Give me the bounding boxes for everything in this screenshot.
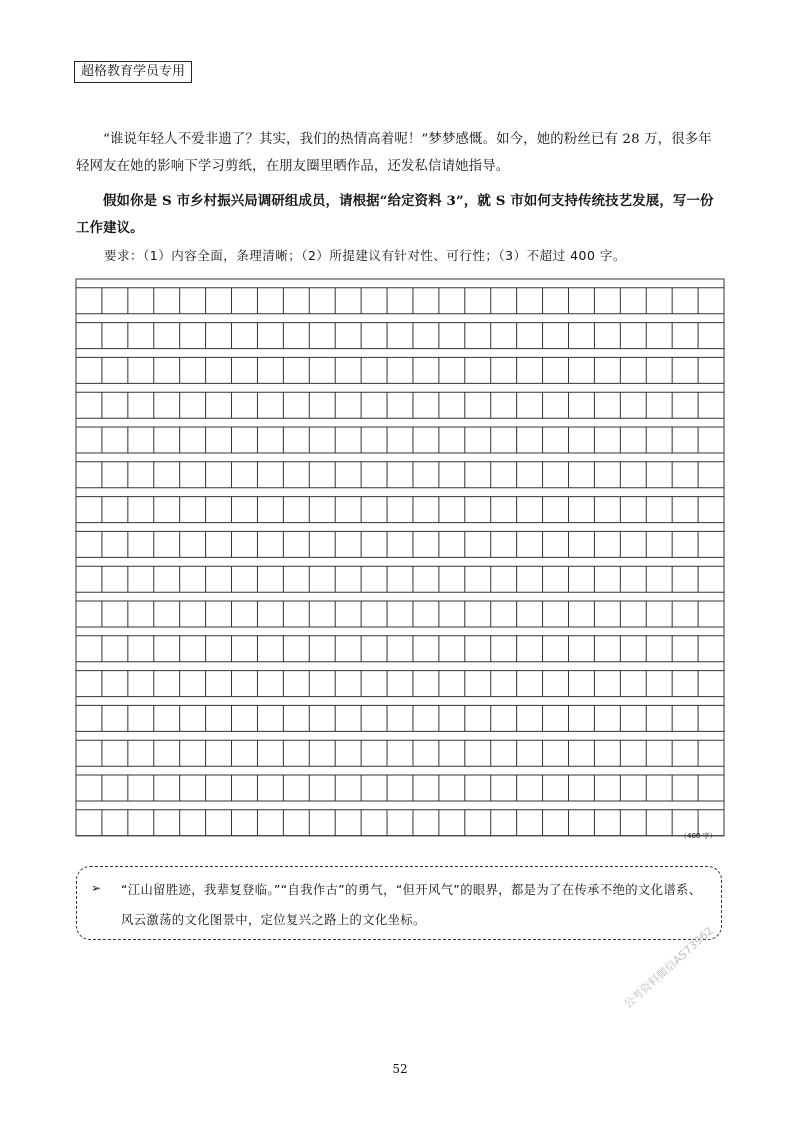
page-number: 52	[392, 1062, 408, 1076]
grid-row	[76, 740, 724, 766]
grid-row	[76, 531, 724, 557]
grid-row	[76, 497, 724, 523]
grid-row	[76, 427, 724, 453]
passage-paragraph: “谁说年轻人不爱非遗了？其实，我们的热情高着呢！”梦梦感慨。如今，她的粉丝已有 28 万，很多年轻网友在她的影响下学习剪纸，在朋友圈里晒作品，还发私信请她指导。	[76, 132, 712, 174]
grid-row	[76, 775, 724, 801]
grid-row	[76, 671, 724, 697]
question-requirements: 要求：（1）内容全面，条理清晰；（2）所提建议有针对性、可行性；（3）不超过 400 字。	[104, 248, 626, 263]
quote-box	[76, 866, 722, 940]
watermark: 公考资料微信AS73962	[621, 924, 716, 1012]
header-label: 超格教育学员专用	[74, 61, 192, 83]
quote-text: “江山留胜迹，我辈复登临。”“自我作古”的勇气，“但开风气”的眼界，都是为了在传承不绝的文化谱系、风云激荡的文化图景中，定位复兴之路上的文化坐标。	[121, 883, 702, 927]
grid-row	[76, 462, 724, 488]
grid-row	[76, 810, 724, 836]
grid-row	[76, 601, 724, 627]
grid-row	[76, 357, 724, 383]
bullet-arrow-icon: ➢	[91, 881, 102, 895]
grid-row	[76, 636, 724, 662]
grid-row	[76, 323, 724, 349]
grid-row	[76, 705, 724, 731]
question-prompt: 假如你是 S 市乡村振兴局调研组成员，请根据“给定资料 3”，就 S 市如何支持传统技艺发展，写一份工作建议。	[76, 193, 714, 236]
grid-row	[76, 392, 724, 418]
grid-row	[76, 288, 724, 314]
grid-row	[76, 566, 724, 592]
word-count-label: （400 字）	[680, 832, 717, 840]
